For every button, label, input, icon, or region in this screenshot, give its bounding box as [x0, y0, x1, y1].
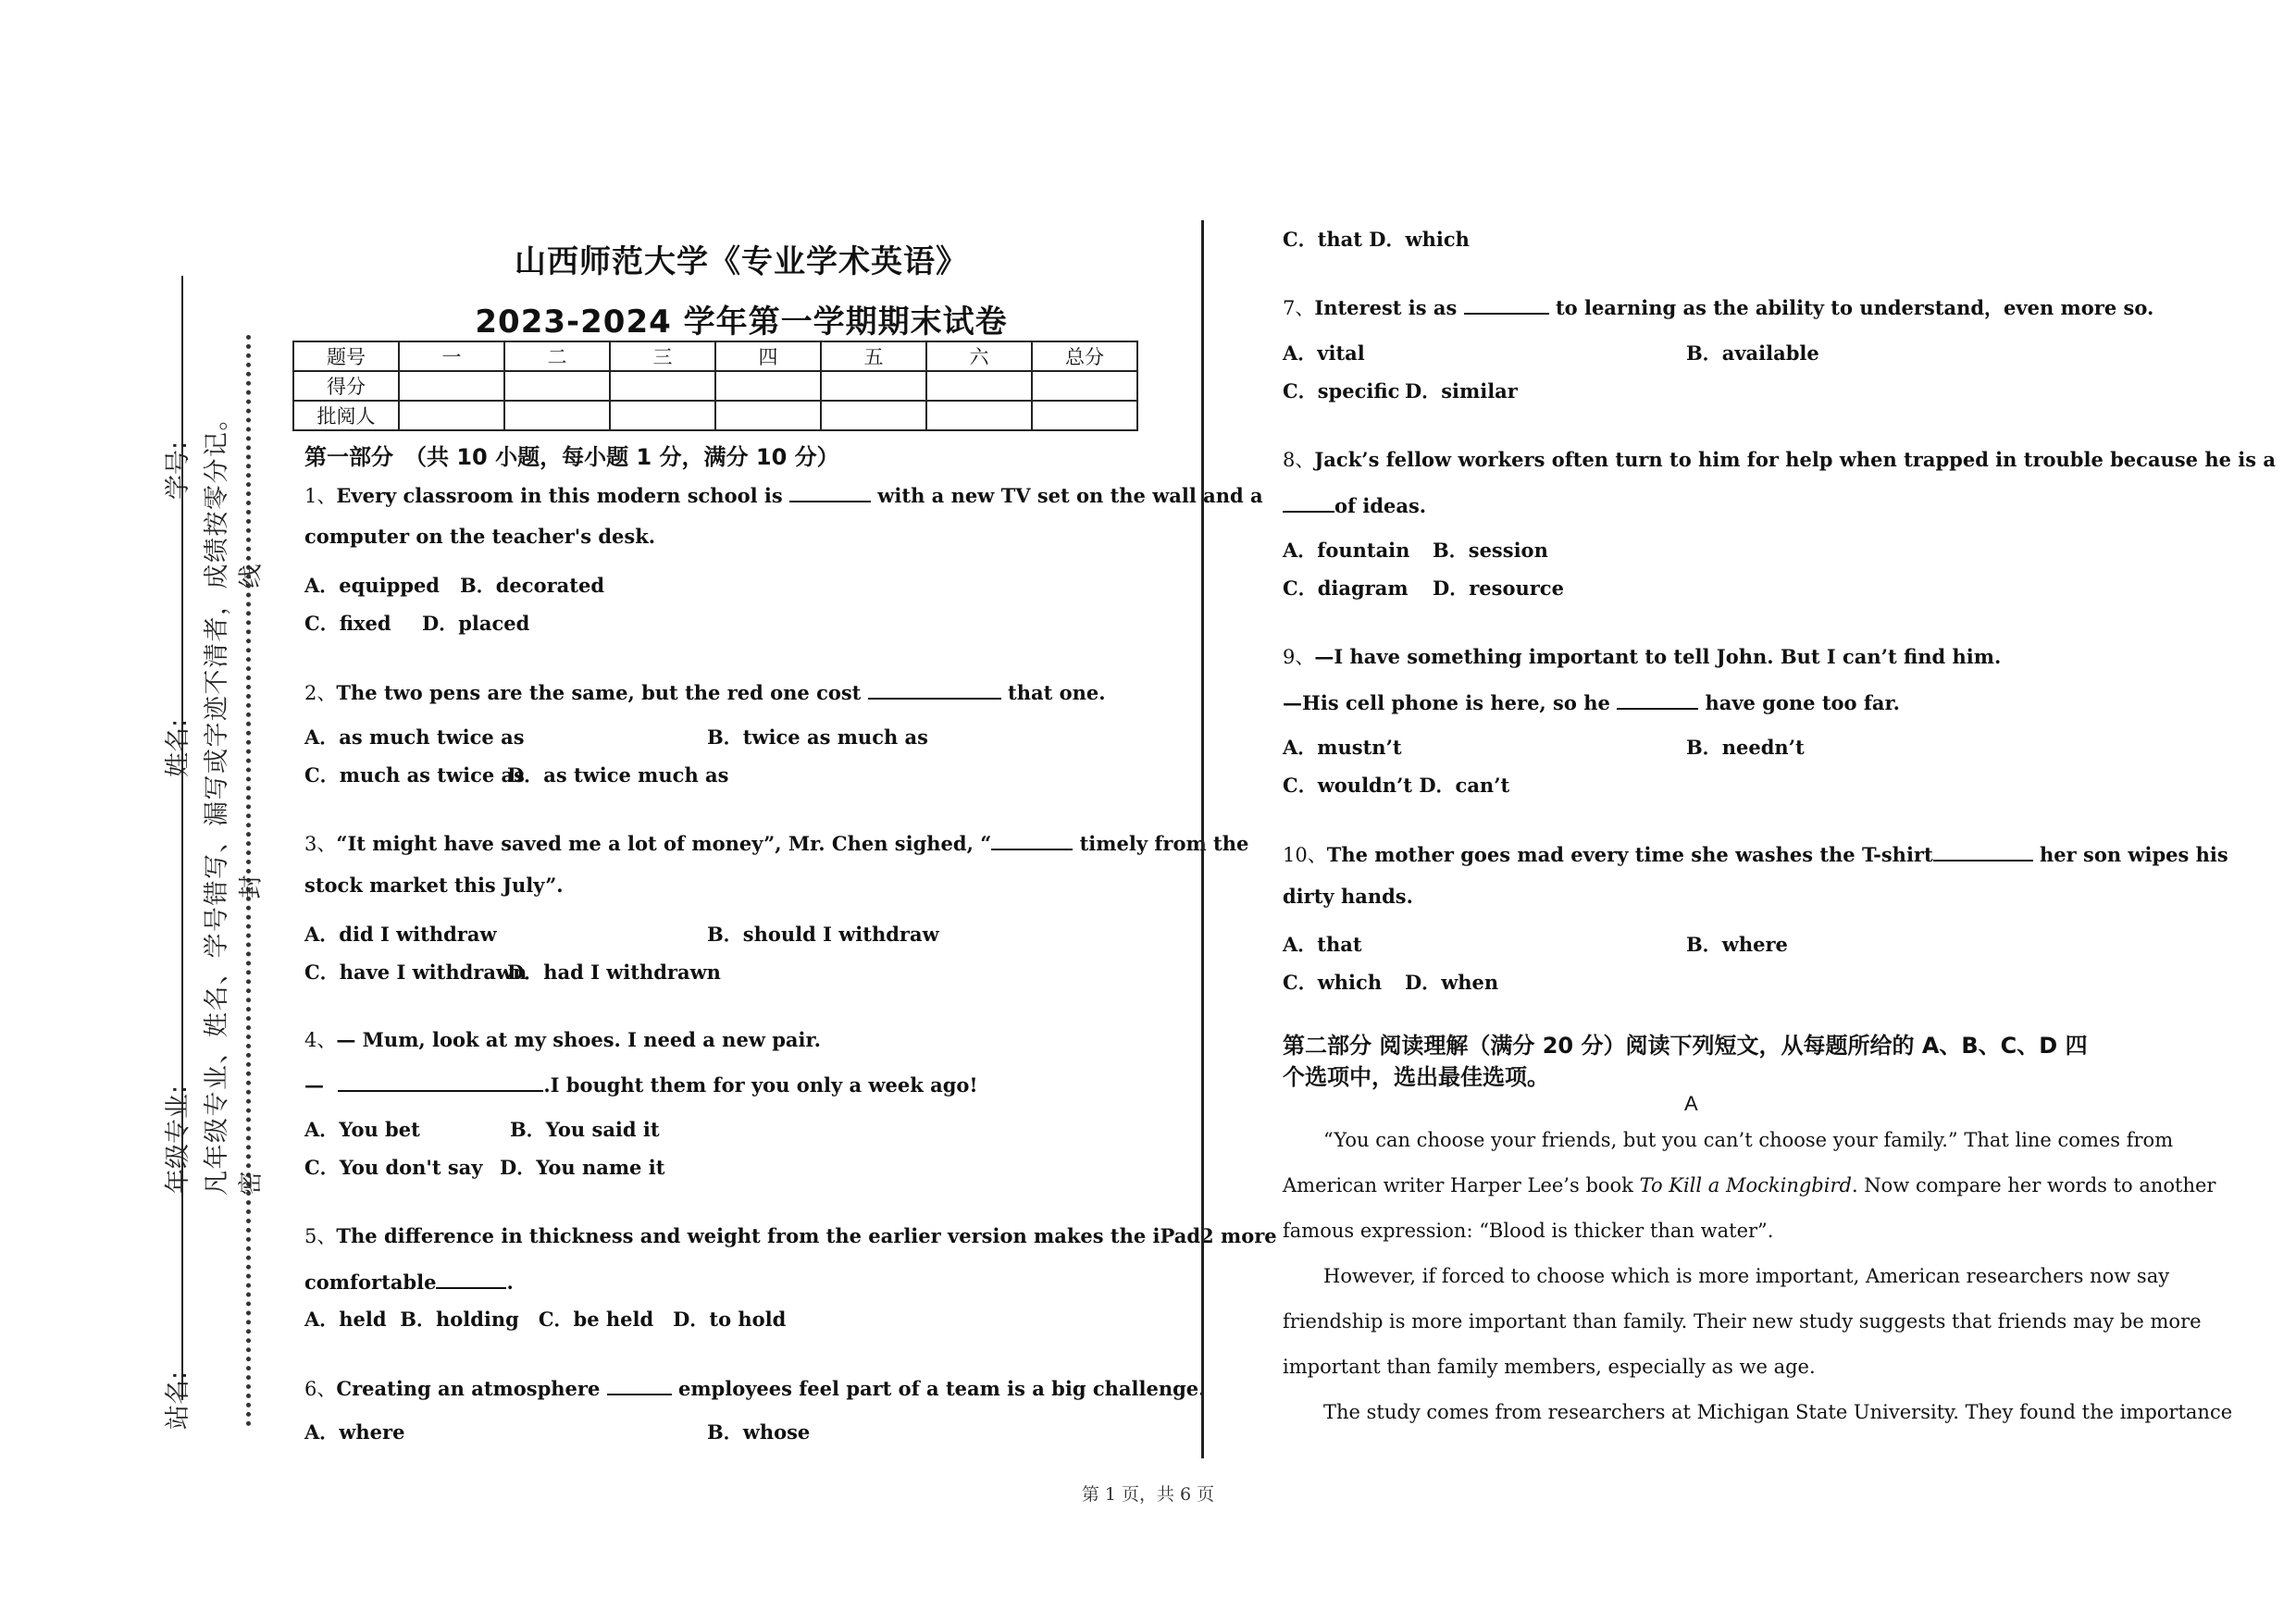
grader-cell[interactable]	[504, 401, 610, 430]
passage-p3-line1: The study comes from researchers at Michigan State University. They found the importance	[1323, 1401, 2233, 1423]
q7-option-a[interactable]: A．vital	[1283, 341, 1365, 365]
mark-line: 线	[237, 564, 266, 589]
q10-line2: dirty hands.	[1283, 885, 1413, 908]
passage-p2-line2: friendship is more important than family. Their new study suggests that friends may be more	[1283, 1310, 2202, 1333]
score-table	[292, 341, 1138, 431]
q5-number: 5、	[304, 1225, 337, 1247]
q1-blank[interactable]	[789, 480, 871, 502]
q5-line2	[304, 1267, 514, 1294]
q4-blank[interactable]	[338, 1070, 543, 1092]
q3-option-a[interactable]: A．did I withdraw	[304, 923, 497, 946]
q2-text-a: The two pens are the same, but the red one cost	[336, 681, 868, 704]
station-label: 站名:	[164, 1370, 192, 1430]
page-number: 第 1 页，共 6 页	[1081, 1484, 1215, 1505]
q4-line1	[304, 1025, 821, 1053]
q1-text-a: Every classroom in this modern school is	[336, 484, 789, 507]
q4-line2	[304, 1070, 978, 1097]
q1-option-d[interactable]: D．placed	[422, 612, 530, 635]
q4-option-b[interactable]: B．You said it	[510, 1118, 660, 1141]
q10-option-a[interactable]: A．that	[1283, 933, 1362, 956]
q5-text: The difference in thickness and weight from the earlier version makes the iPad2 more	[336, 1224, 1277, 1247]
q4-option-a[interactable]: A．You bet	[304, 1118, 420, 1141]
row-label: 得分	[293, 371, 399, 401]
q8-option-c[interactable]: C．diagram	[1283, 576, 1409, 600]
row-label: 题号	[293, 341, 399, 371]
score-cell[interactable]	[610, 371, 715, 401]
q1-text-b: with a new TV set on the wall and a	[871, 484, 1263, 507]
q8-text-b: of ideas.	[1334, 494, 1427, 517]
q5-text-a: comfortable	[304, 1271, 437, 1294]
q8-option-a[interactable]: A．fountain	[1283, 539, 1410, 562]
q7-option-c[interactable]: C．specific	[1283, 379, 1400, 403]
grader-cell[interactable]	[821, 401, 926, 430]
passage-text: American writer Harper Lee’s book	[1283, 1174, 1640, 1196]
q1-option-a[interactable]: A．equipped	[304, 574, 440, 597]
q4-text-b: .I bought them for you only a week ago!	[543, 1073, 978, 1097]
passage-p2-line3: important than family members, especially as we age.	[1283, 1356, 1816, 1378]
q7-text-a: Interest is as	[1314, 296, 1464, 319]
grader-cell[interactable]	[715, 401, 821, 430]
column-header: 六	[926, 341, 1032, 371]
q7-line1	[1283, 292, 2153, 321]
q8-line1	[1283, 445, 2276, 473]
q3-line1	[304, 828, 1248, 857]
table-row	[293, 371, 1137, 401]
part2-heading-line2: 个选项中，选出最佳选项。	[1283, 1064, 1549, 1090]
q6-blank[interactable]	[607, 1373, 672, 1395]
mark-seal: 封	[237, 874, 266, 899]
q5-line1	[304, 1221, 1277, 1249]
q4-number: 4、	[304, 1029, 337, 1051]
q10-option-d[interactable]: D．when	[1405, 971, 1499, 994]
grader-cell[interactable]	[926, 401, 1032, 430]
table-row	[293, 401, 1137, 430]
q6-option-b[interactable]: B．whose	[707, 1420, 811, 1444]
q10-blank[interactable]	[1933, 839, 2033, 862]
binding-notice: 凡年级专业、姓名、学号错写、漏写或字迹不清者，成绩按零分记。	[203, 404, 231, 1196]
q10-option-b[interactable]: B．where	[1686, 933, 1788, 956]
row-label: 批阅人	[293, 401, 399, 430]
column-header: 五	[821, 341, 926, 371]
part2-heading-line1: 第二部分 阅读理解（满分 20 分）阅读下列短文，从每题所给的 A、B、C、D 四	[1283, 1033, 2088, 1059]
exam-title-line1: 山西师范大学《专业学术英语》	[515, 243, 968, 280]
part1-heading: 第一部分 （共 10 小题，每小题 1 分，满分 10 分）	[304, 444, 839, 470]
q3-text-a: “It might have saved me a lot of money”, Mr. Chen sighed, “	[336, 832, 992, 855]
q2-blank[interactable]	[868, 677, 1001, 700]
score-cell[interactable]	[715, 371, 821, 401]
q2-text-b: that one.	[1000, 681, 1106, 704]
q5-blank[interactable]	[436, 1267, 506, 1289]
column-header: 总分	[1032, 341, 1137, 371]
q10-option-c[interactable]: C．which	[1283, 971, 1383, 994]
q7-option-d[interactable]: D．similar	[1405, 379, 1518, 403]
q6-line1	[304, 1373, 1205, 1402]
q7-blank[interactable]	[1464, 292, 1549, 315]
q7-number: 7、	[1283, 297, 1315, 319]
q3-option-d[interactable]: D．had I withdrawn	[507, 961, 721, 984]
q9-text: —I have something important to tell John. But I can’t find him.	[1314, 645, 2002, 668]
q3-number: 3、	[304, 833, 337, 855]
q1-number: 1、	[304, 485, 337, 507]
q3-line2: stock market this July”.	[304, 874, 564, 897]
q10-text-b: her son wipes his	[2032, 843, 2228, 866]
q9-option-b[interactable]: B．needn’t	[1686, 736, 1805, 759]
table-row	[293, 341, 1137, 371]
q2-option-c[interactable]: C．much as twice as	[304, 763, 525, 787]
q6-text-a: Creating an atmosphere	[336, 1377, 607, 1400]
q3-option-c[interactable]: C．have I withdrawn	[304, 961, 527, 984]
q8-option-d[interactable]: D．resource	[1433, 576, 1564, 600]
q5-options[interactable]: A．held B．holding C．be held D．to hold	[304, 1308, 787, 1331]
q9-blank[interactable]	[1617, 688, 1698, 710]
q6-option-a[interactable]: A．where	[304, 1420, 405, 1444]
q5-text-b: .	[506, 1271, 514, 1294]
column-divider	[1201, 220, 1204, 1458]
score-cell[interactable]	[399, 371, 504, 401]
q9-number: 9、	[1283, 646, 1315, 668]
q9-text-a: —His cell phone is here, so he	[1283, 691, 1618, 714]
major-label: 年级专业:	[164, 1085, 192, 1194]
q8-text: Jack’s fellow workers often turn to him for help when trapped in trouble because he is a	[1314, 448, 2276, 471]
q9-line2	[1283, 688, 1900, 714]
mark-secret: 密	[237, 1171, 266, 1196]
q6-text-b: employees feel part of a team is a big challenge.	[671, 1377, 1206, 1400]
passage-label: A	[1684, 1092, 1698, 1115]
q4-option-c[interactable]: C．You don't say	[304, 1156, 483, 1179]
score-cell[interactable]	[926, 371, 1032, 401]
q6-options-cd[interactable]: C．that D．which	[1283, 228, 1470, 251]
q9-options-cd[interactable]: C．wouldn’t D．can’t	[1283, 774, 1510, 797]
q10-line1	[1283, 839, 2228, 868]
q1-line2: computer on the teacher's desk.	[304, 525, 656, 548]
q8-option-b[interactable]: B．session	[1433, 539, 1548, 562]
q8-number: 8、	[1283, 449, 1315, 471]
q7-option-b[interactable]: B．available	[1686, 341, 1819, 365]
q3-option-b[interactable]: B．should I withdraw	[707, 923, 939, 946]
q9-option-a[interactable]: A．mustn’t	[1283, 736, 1402, 759]
q2-option-b[interactable]: B．twice as much as	[707, 725, 928, 749]
passage-text: . Now compare her words to another	[1851, 1174, 2216, 1196]
passage-p1-line3: famous expression: “Blood is thicker than water”.	[1283, 1220, 1774, 1242]
q8-blank[interactable]	[1283, 490, 1334, 513]
exam-title-line2: 2023-2024 学年第一学期期末试卷	[475, 304, 1008, 341]
q2-number: 2、	[304, 682, 337, 704]
column-header: 二	[504, 341, 610, 371]
q4-option-d[interactable]: D．You name it	[500, 1156, 665, 1179]
q10-number: 10、	[1283, 844, 1327, 866]
q2-line1	[304, 677, 1106, 706]
q9-text-b: have gone too far.	[1698, 691, 1900, 714]
name-label: 姓名:	[164, 718, 192, 777]
q7-text-b: to learning as the ability to understand，even more so.	[1548, 296, 2154, 319]
q3-blank[interactable]	[991, 828, 1073, 850]
grader-cell[interactable]	[610, 401, 715, 430]
passage-p1-line2	[1283, 1174, 2215, 1196]
q2-option-d[interactable]: D．as twice much as	[507, 763, 729, 787]
column-header: 三	[610, 341, 715, 371]
column-header: 四	[715, 341, 821, 371]
column-header: 一	[399, 341, 504, 371]
student-id-label: 学号:	[164, 440, 192, 500]
q9-line1	[1283, 642, 2001, 670]
score-cell[interactable]	[1032, 371, 1137, 401]
grader-cell[interactable]	[1032, 401, 1137, 430]
q4-text: — Mum, look at my shoes. I need a new pair.	[336, 1028, 821, 1051]
score-cell[interactable]	[821, 371, 926, 401]
q1-line1	[304, 480, 1263, 509]
q1-option-c[interactable]: C．fixed	[304, 612, 391, 635]
q3-text-b: timely from the	[1073, 832, 1249, 855]
passage-p1-line1: “You can choose your friends, but you can’t choose your family.” That line comes from	[1323, 1129, 2174, 1151]
q10-text-a: The mother goes mad every time she washes the T-shirt	[1326, 843, 1933, 866]
book-title: To Kill a Mockingbird	[1639, 1174, 1852, 1196]
q2-option-a[interactable]: A．as much twice as	[304, 725, 525, 749]
passage-p2-line1: However, if forced to choose which is more important, American researchers now say	[1323, 1265, 2170, 1287]
q8-line2	[1283, 490, 1426, 517]
q4-dash: —	[304, 1073, 331, 1097]
grader-cell[interactable]	[399, 401, 504, 430]
q1-option-b[interactable]: B．decorated	[460, 574, 605, 597]
q6-number: 6、	[304, 1378, 337, 1400]
score-cell[interactable]	[504, 371, 610, 401]
